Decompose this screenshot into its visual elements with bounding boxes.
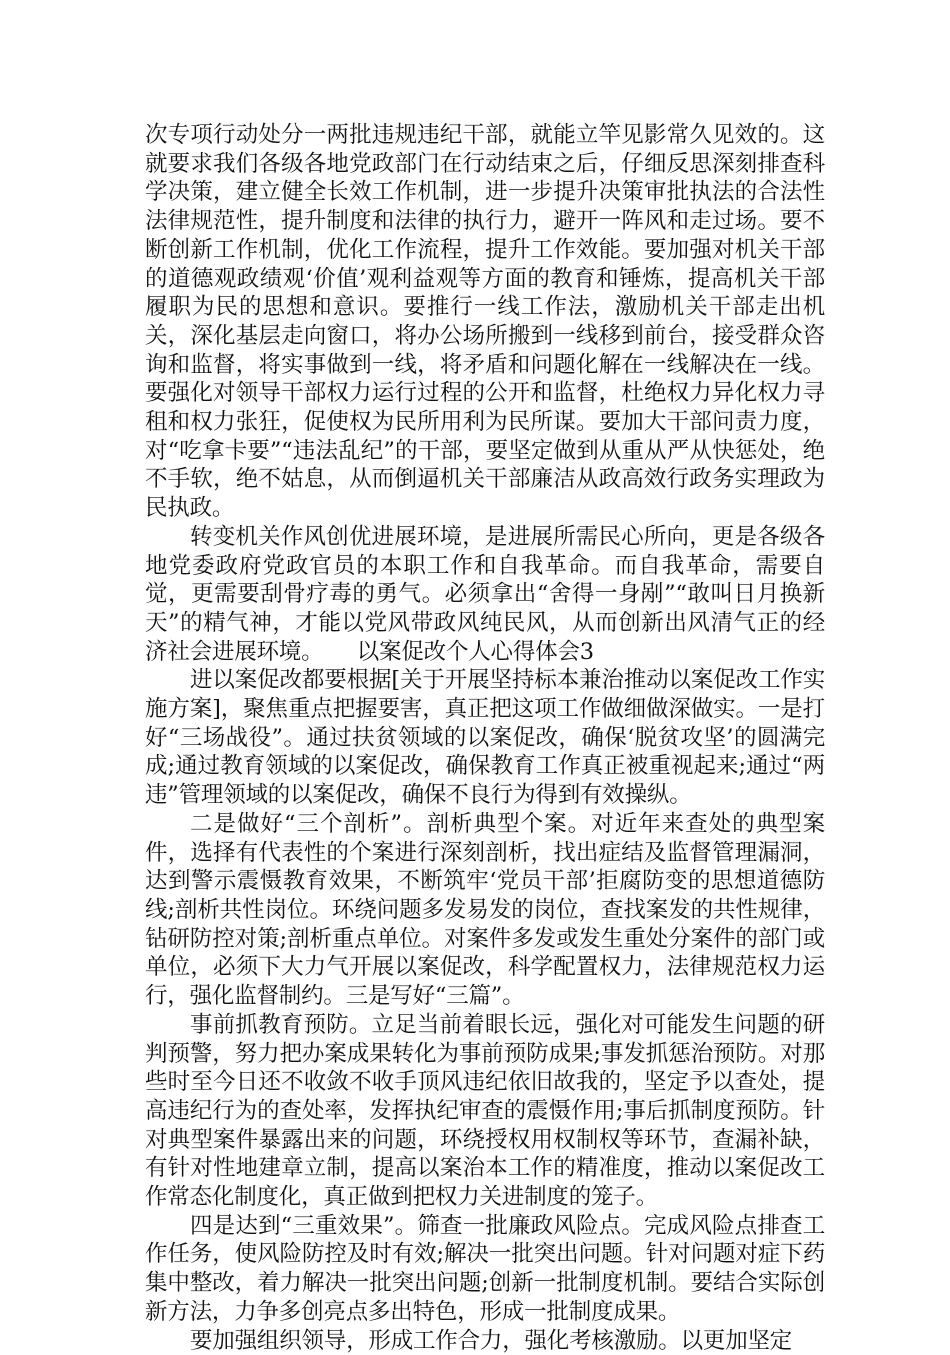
paragraph-4: 二是做好“三个剖析”。剖析典型个案。对近年来查处的典型案件，选择有代表性的个案进行深刻剖析，找出症结及监督管理漏洞，达到警示震慑教育效果，不断筑牢‘党员干部’拒腐防变的思想道德防线;剖析共性岗位。环绕问题多发易发的岗位，查找案发的共性规律，钻研防控对策;剖析重点单位。对案件多发或发生重处分案件的部门或单位，必须下大力气开展以案促改，科学配置权力，法律规范权力运行，强化监督制约。三是写好“三篇”。: [145, 810, 825, 1010]
paragraph-5: 事前抓教育预防。立足当前着眼长远，强化对可能发生问题的研判预警，努力把办案成果转化为事前预防成果;事发抓惩治预防。对那些时至今日还不收敛不收手顶风违纪依旧故我的，坚定予以查处，提高违纪行为的查处率，发挥执纪审查的震慑作用;事后抓制度预防。针对典型案件暴露出来的问题，环绕授权用权制权等环节，查漏补缺，有针对性地建章立制，提高以案治本工作的精准度，推动以案促改工作常态化制度化，真正做到把权力关进制度的笼子。: [145, 1011, 825, 1211]
paragraph-6: 四是达到“三重效果”。筛查一批廉政风险点。完成风险点排查工作任务，使风险防控及时有效;解决一批突出问题。针对问题对症下药集中整改，着力解决一批突出问题;创新一批制度机制。要结合实际创新方法，力争多创亮点多出特色，形成一批制度成果。: [145, 1212, 825, 1325]
paragraph-1: 次专项行动处分一两批违规违纪干部，就能立竿见影常久见效的。这就要求我们各级各地党政部门在行动结束之后，仔细反思深刻排查科学决策，建立健全长效工作机制，进一步提升决策审批执法的合法性法律规范性，提升制度和法律的执行力，避开一阵风和走过场。要不断创新工作机制，优化工作流程，提升工作效能。要加强对机关干部的道德观政绩观‘价值’观利益观等方面的教育和锤炼，提高机关干部履职为民的思想和意识。要推行一线工作法，激励机关干部走出机关，深化基层走向窗口，将办公场所搬到一线移到前台，接受群众咨询和监督，将实事做到一线，将矛盾和问题化解在一线解决在一线。要强化对领导干部权力运行过程的公开和监督，杜绝权力异化权力寻租和权力张狂，促使权为民所用利为民所谋。要加大干部问责力度，对“吃拿卡要”“违法乱纪”的干部，要坚定做到从重从严从快惩处，绝不手软，绝不姑息，从而倒逼机关干部廉洁从政高效行政务实理政为民执政。: [145, 122, 825, 522]
paragraph-3: 进以案促改都要根据[关于开展坚持标本兼治推动以案促改工作实施方案]，聚焦重点把握要害，真正把这项工作做细做深做实。一是打好“三场战役”。通过扶贫领域的以案促改，确保‘脱贫攻坚’的圆满完成;通过教育领域的以案促改，确保教育工作真正被重视起来;通过“两违”管理领域的以案促改，确保不良行为得到有效操纵。: [145, 667, 825, 809]
paragraph-2: 转变机关作风创优进展环境，是进展所需民心所向，更是各级各地党委政府党政官员的本职工作和自我革命。而自我革命，需要自觉，更需要刮骨疗毒的勇气。必须拿出“舍得一身剐”“敢叫日月换新天”的精气神，才能以党风带政风纯民风，从而创新出风清气正的经济社会进展环境。 以案促改个人心得体会3: [145, 523, 825, 665]
paragraph-7: 要加强组织领导，形成工作合力，强化考核激励。以更加坚定: [190, 1327, 793, 1354]
document-page: [145, 121, 825, 1355]
